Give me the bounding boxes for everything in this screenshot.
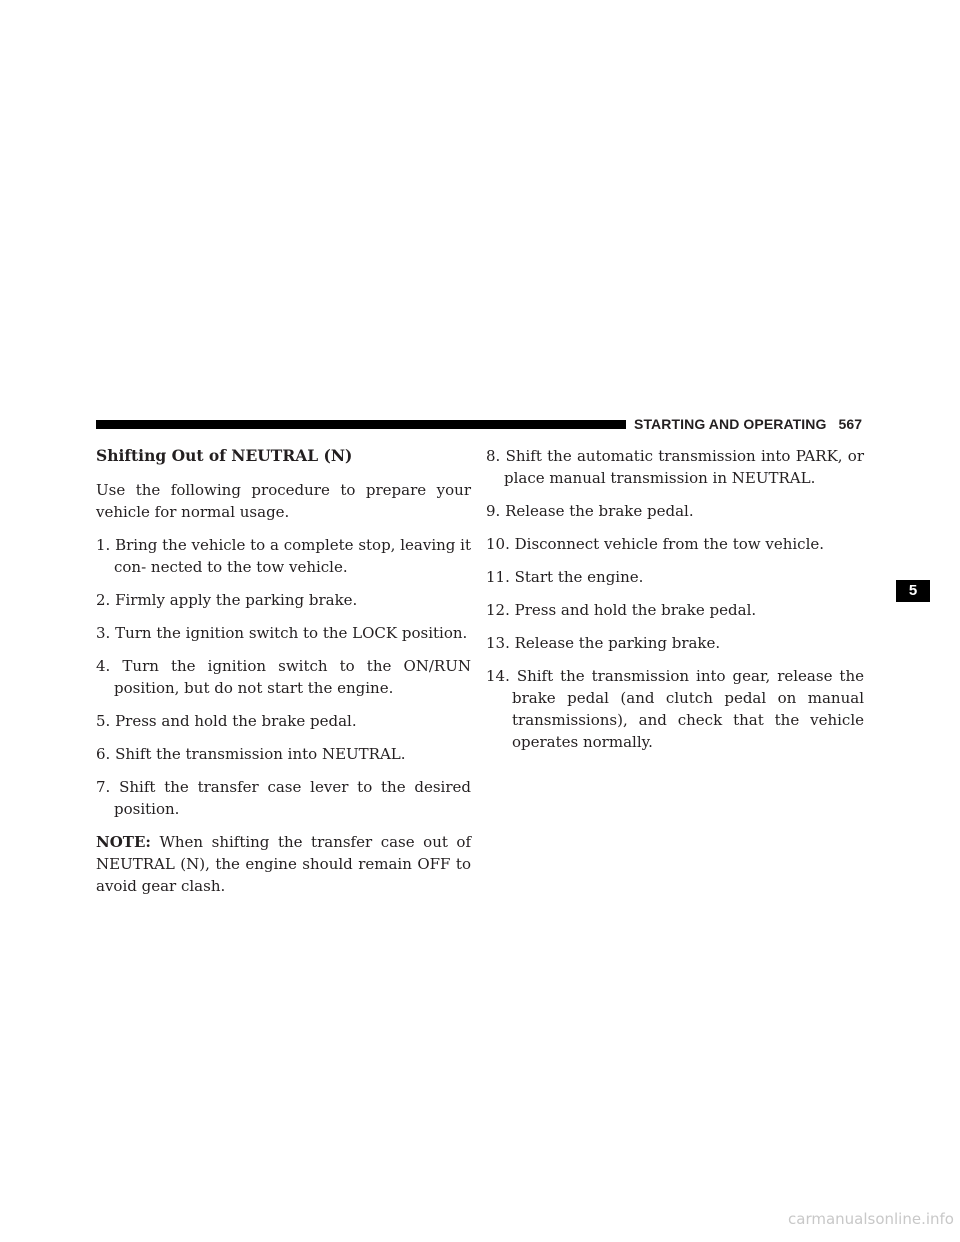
site-watermark: carmanualsonline.info bbox=[788, 1210, 954, 1228]
step-3: 3. Turn the ignition switch to the LOCK position. bbox=[96, 624, 468, 642]
chapter-tab: 5 bbox=[896, 580, 930, 602]
step-12: 12. Press and hold the brake pedal. bbox=[486, 601, 757, 619]
note-paragraph bbox=[96, 831, 471, 897]
running-header bbox=[634, 416, 862, 432]
header-rule bbox=[96, 420, 626, 429]
step-9: 9. Release the brake pedal. bbox=[486, 502, 694, 520]
step-2: 2. Firmly apply the parking brake. bbox=[96, 591, 358, 609]
step-10: 10. Disconnect vehicle from the tow vehicle. bbox=[486, 535, 825, 553]
step-6: 6. Shift the transmission into NEUTRAL. bbox=[96, 745, 406, 763]
step-7: 7. Shift the transfer case lever to the desired position. bbox=[96, 778, 471, 818]
note-label: NOTE: bbox=[96, 833, 151, 851]
step-14: 14. Shift the transmission into gear, release the brake pedal (and clutch pedal on manual transmissions), and check that the vehicle operates normally. bbox=[486, 667, 864, 751]
step-8: 8. Shift the automatic transmission into PARK, or place manual transmission in NEUTRAL. bbox=[486, 447, 864, 487]
section-heading: Shifting Out of NEUTRAL (N) bbox=[96, 446, 353, 465]
step-5: 5. Press and hold the brake pedal. bbox=[96, 712, 357, 730]
left-column bbox=[96, 445, 471, 908]
step-1: 1. Bring the vehicle to a complete stop, leaving it con- nected to the tow vehicle. bbox=[96, 536, 471, 576]
intro-paragraph: Use the following procedure to prepare your vehicle for normal usage. bbox=[96, 481, 471, 521]
section-title: STARTING AND OPERATING bbox=[634, 416, 827, 432]
page-number: 567 bbox=[838, 416, 863, 432]
step-4: 4. Turn the ignition switch to the ON/RUN position, but do not start the engine. bbox=[96, 657, 471, 697]
note-text: When shifting the transfer case out of NEUTRAL (N), the engine should remain OFF to avoid gear clash. bbox=[96, 833, 471, 895]
right-column bbox=[486, 445, 864, 764]
step-11: 11. Start the engine. bbox=[486, 568, 644, 586]
step-13: 13. Release the parking brake. bbox=[486, 634, 721, 652]
